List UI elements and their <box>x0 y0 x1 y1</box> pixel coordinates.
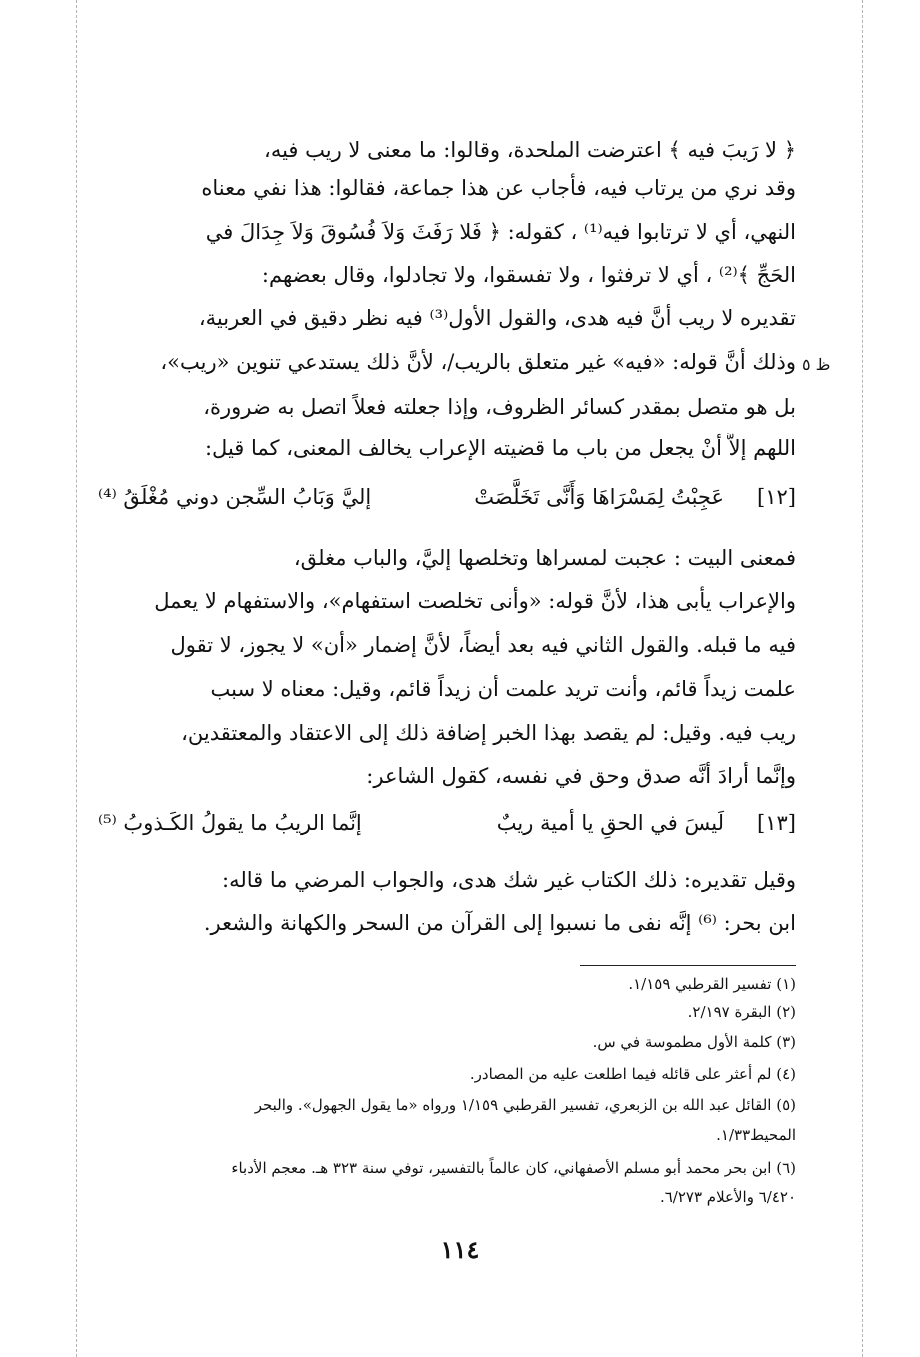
verse-number: [١٣] <box>757 811 796 835</box>
body-line: وقد نري من يرتاب فيه، فأجاب عن هذا جماعة، فقالوا: هذا نفي معناه <box>201 176 796 200</box>
body-line: اللهم إلاَّ أنْ يجعل من باب ما قضيته الإعراب يخالف المعنى، كما قيل: <box>204 436 796 460</box>
verse-second-hemistich: إليَّ وَبَابُ السِّجن دوني مُغْلَقُ ⁽⁴⁾ <box>98 485 372 509</box>
footnote-continuation: ٦/٤٢٠ والأعلام ٦/٢٧٣. <box>659 1188 796 1206</box>
body-line: الحَجِّ ﴾⁽²⁾ ، أي لا ترفثوا ، ولا تفسقوا، ولا تجادلوا، وقال بعضهم: <box>261 263 796 287</box>
footnote: (٢) البقرة ٢/١٩٧. <box>687 1003 796 1021</box>
verse-13 <box>98 808 796 842</box>
footnote: (٤) لم أعثر على قائله فيما اطلعت عليه من المصادر. <box>469 1065 796 1083</box>
footnote: (٥) القائل عبد الله بن الزبعري، تفسير القرطبي ١/١٥٩ ورواه «ما يقول الجهول». والبحر <box>254 1096 796 1114</box>
verse-12 <box>98 482 796 516</box>
body-line: فمعنى البيت : عجبت لمسراها وتخلصها إليَّ، والباب مغلق، <box>293 546 796 570</box>
left-scan-guide <box>76 0 77 1357</box>
footnote: (١) تفسير القرطبي ١/١٥٩. <box>628 975 796 993</box>
body-line: وذلك أنَّ قوله: «فيه» غير متعلق بالريب/، لأنَّ ذلك يستدعي تنوين «ريب»، <box>160 350 796 374</box>
right-scan-guide <box>862 0 863 1357</box>
footnote-continuation: المحيط١/٣٣. <box>716 1126 796 1144</box>
footnote: (٣) كلمة الأول مطموسة في س. <box>592 1033 796 1051</box>
body-line: تقديره لا ريب أنَّ فيه هدى، والقول الأول⁽³⁾ فيه نظر دقيق في العربية، <box>198 306 796 330</box>
verse-first-hemistich: عَجِبْتُ لِمَسْرَاهَا وَأَنَّى تَخَلَّصَتْ <box>474 485 724 509</box>
footnote: (٦) ابن بحر محمد أبو مسلم الأصفهاني، كان عالماً بالتفسير، توفي سنة ٣٢٣ هـ. معجم الأدباء <box>231 1159 796 1177</box>
body-line: والإعراب يأبى هذا، لأنَّ قوله: «وأنى تخلصت استفهام»، والاستفهام لا يعمل <box>154 589 796 613</box>
verse-number: [١٢] <box>757 485 796 509</box>
body-line: ﴿ لا رَيبَ فيه ﴾ اعترضت الملحدة، وقالوا: ما معنى لا ريب فيه، <box>264 138 796 162</box>
verse-first-hemistich: لَيسَ في الحقِ يا أمية ريبٌ <box>496 811 724 835</box>
body-line: ريب فيه. وقيل: لم يقصد بهذا الخبر إضافة ذلك إلى الاعتقاد والمعتقدين، <box>181 721 796 745</box>
body-line: ابن بحر: ⁽⁶⁾ إنَّه نفى ما نسبوا إلى القرآن من السحر والكهانة والشعر. <box>203 911 796 935</box>
body-line: النهي، أي لا ترتابوا فيه⁽¹⁾ ، كقوله: ﴿ فَلا رَفَثَ وَلاَ فُسُوقَ وَلاَ جِدَالَ في <box>205 220 796 244</box>
verse-second-hemistich: إنَّما الريبُ ما يقولُ الكَـذوبُ ⁽⁵⁾ <box>98 811 362 835</box>
footnote-divider <box>580 965 796 966</box>
body-line: بل هو متصل بمقدر كسائر الظروف، وإذا جعلته فعلاً اتصل به ضرورة، <box>203 395 796 419</box>
body-line: فيه ما قبله. والقول الثاني فيه بعد أيضاً، لأنَّ إضمار «أن» لا يجوز، لا تقول <box>170 633 796 657</box>
body-line: وإنَّما أرادَ أنَّه صدق وحق في نفسه، كقول الشاعر: <box>366 764 796 788</box>
body-line: علمت زيداً قائم، وأنت تريد علمت أن زيداً قائم، وقيل: معناه لا سبب <box>210 677 796 701</box>
body-line: وقيل تقديره: ذلك الكتاب غير شك هدى، والجواب المرضي ما قاله: <box>222 868 796 892</box>
page-number: ١١٤ <box>440 1235 480 1264</box>
manuscript-folio-note: ظ ٥ <box>802 355 831 374</box>
